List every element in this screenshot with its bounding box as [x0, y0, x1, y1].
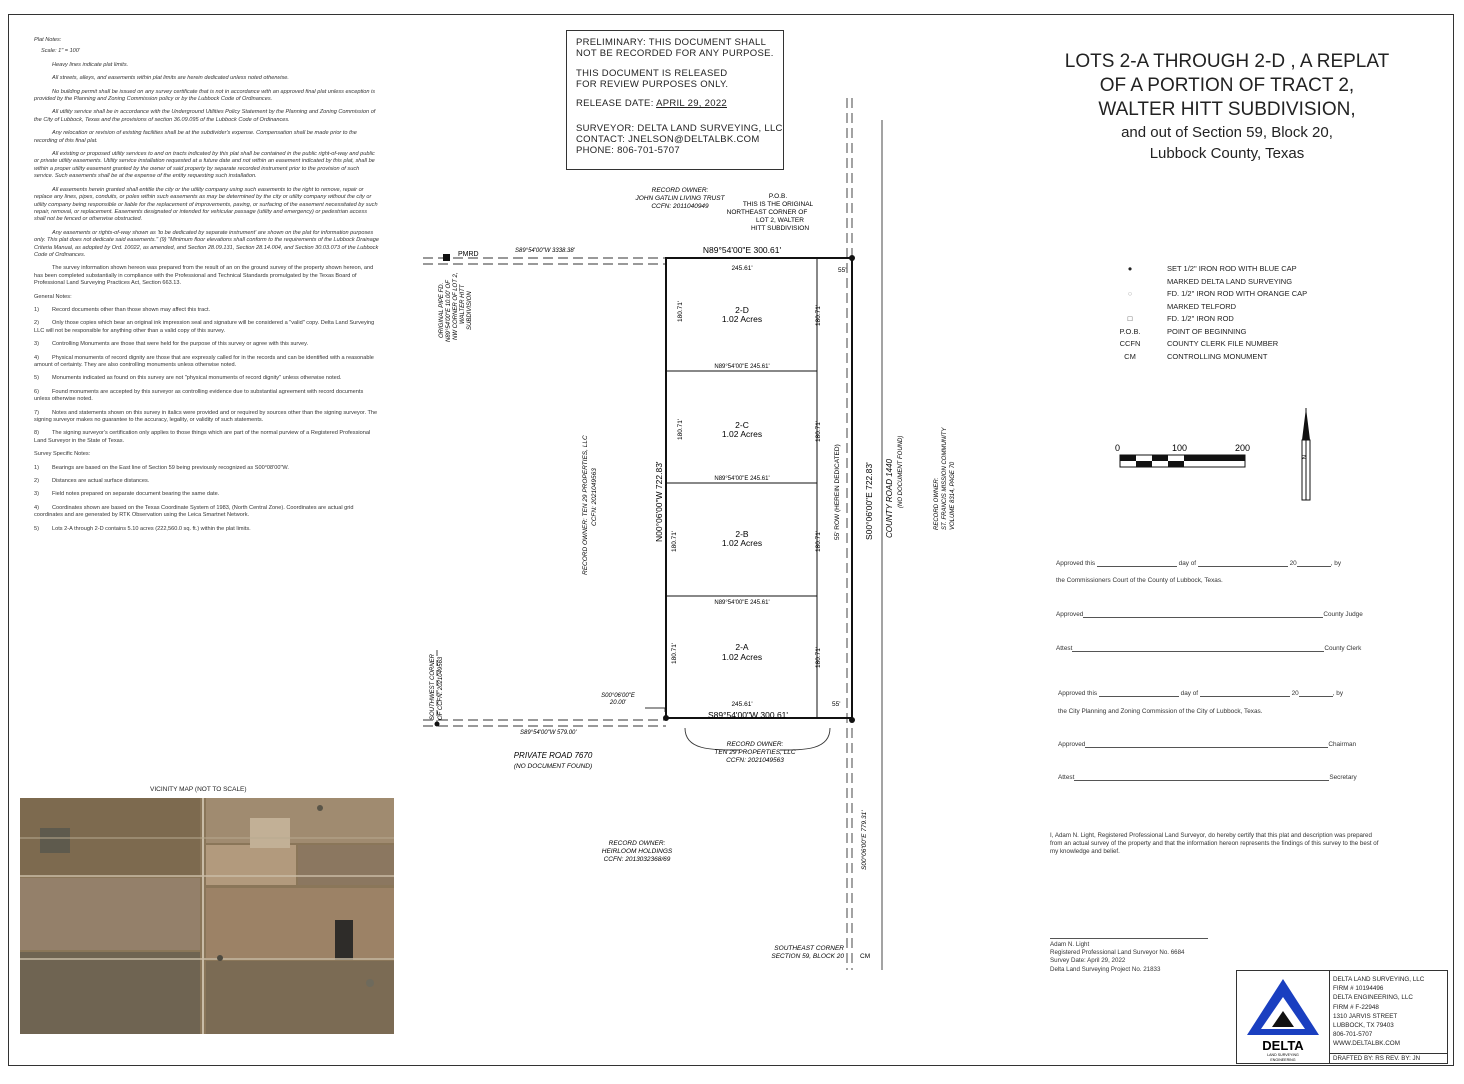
firm-line: WWW.DELTALBK.COM [1333, 1040, 1400, 1048]
lot-name: 2-A [735, 642, 749, 652]
owner-west-line: RECORD OWNER: TEN 29 PROPERTIES, LLC [582, 435, 589, 575]
heirloom-line: RECORD OWNER: [608, 840, 666, 847]
logo-sub2: ENGINEERING [1270, 1058, 1296, 1062]
survey-paragraph: The survey information shown hereon was prepared from the result of an on the ground survey of the property shown hereon, and has been completed substantially in compliance with the Professional and Technical Standards promulgated by the Texas Board of Professional Land Surveying Practices Act, Section 663.13. [34, 265, 374, 287]
no-document-label: (NO DOCUMENT FOUND) [898, 435, 904, 508]
lot-name: 2-C [735, 420, 749, 430]
se-tie-bearing: S00°06'00"E 779.31' [861, 810, 868, 870]
lot-depth: 180.71' [677, 418, 684, 440]
legend-row: MARKED DELTA LAND SURVEYING [1167, 276, 1293, 286]
general-notes-heading: General Notes: [34, 293, 72, 300]
pmrd-label: PMRD [458, 251, 479, 258]
pipe-note: SUBDIVISION [467, 291, 473, 330]
iron-rod-set-icon: ● [1127, 264, 1133, 273]
title-line: OF A PORTION OF TRACT 2, [1099, 75, 1355, 96]
pipe-note: NW CORNER OF LOT 2, [453, 272, 459, 340]
contact-line: CONTACT: JNELSON@DELTALBK.COM [576, 134, 760, 145]
lot-area: 1.02 Acres [721, 314, 763, 324]
cm-label: CM [860, 953, 871, 960]
logo-sub: LAND SURVEYING [1267, 1053, 1299, 1057]
top-offset-bearing: S89°54'00"W 3338.38' [515, 248, 575, 254]
vicinity-map-image [20, 798, 394, 1034]
plat-drawing [410, 90, 970, 970]
firm-line: DELTA LAND SURVEYING, LLC [1333, 976, 1425, 983]
owner-top-line: CCFN: 2011040949 [651, 203, 709, 210]
pob-line: LOT 2, WALTER [756, 217, 804, 224]
owner-west-line: CCFN: 2021049563 [591, 468, 598, 526]
lot-depth: 180.71' [815, 530, 822, 552]
legend-row: ○ FD. 1/2" IRON ROD WITH ORANGE CAP [1115, 288, 1307, 301]
lot-depth: 180.71' [671, 530, 678, 552]
surveyor-certification: I, Adam N. Light, Registered Professional Land Surveyor, do hereby certify that this plat and description was prepared from an actual survey of the property and that the information hereon represents the findings of this survey to the best of my knowledge and belief. [1050, 832, 1379, 855]
title-line: Lubbock County, Texas [1149, 145, 1305, 162]
specific-note: 3) Field notes prepared on separate document bearing the same date. [34, 491, 220, 498]
row-width-top: 55' [838, 267, 847, 274]
logo-text: DELTA [1262, 1038, 1304, 1053]
plat-scale: Scale: 1" = 100' [41, 48, 80, 55]
scale-bar [1110, 400, 1330, 510]
lot-width-bottom: 245.61' [731, 701, 753, 708]
scale-label-0: 0 [1115, 443, 1121, 453]
square-icon: □ [1127, 314, 1133, 323]
signature-line: Survey Date: April 29, 2022 [1050, 957, 1126, 965]
lot-name: 2-B [735, 529, 749, 539]
lot-area: 1.02 Acres [721, 429, 763, 439]
firm-line: LUBBOCK, TX 79403 [1333, 1022, 1394, 1030]
legend [1115, 263, 1307, 363]
plat-title [1040, 50, 1414, 164]
note-paragraph: All utility service shall be in accordance with the Underground Utilities Policy Statement by the Planning and Zoning Commission of the City of Lubbock, Texas and the provisions of section 36.09.095 of the Lubbock Code of Ordinances. [34, 109, 376, 123]
specific-note: 2) Distances are actual surface distances. [34, 478, 150, 485]
firm-info [1333, 975, 1424, 1049]
note-paragraph: All existing or proposed utility services to and on tracts indicated by this plat shall be contained in the public right-of-way and public or private utility easements. Utility service installation requested at a future date and not within an easement indicated by this plat, shall be within a proper utility easement granted by the owner of said property by separate recorded instrument prior to the provision of such service. Such easements shall be at the expense of the entity requesting such installation. [34, 151, 375, 180]
lot-depth: 180.71' [677, 300, 684, 322]
drafted-by: DRAFTED BY: RS REV. BY: JN [1329, 1053, 1447, 1063]
firm-line: DELTA ENGINEERING, LLC [1333, 994, 1413, 1002]
general-note: 6) Found monuments are accepted by this surveyor as controlling evidence due to substantial agreement with record documents unless otherwise noted. [34, 388, 364, 403]
north-line-bearing: N89°54'00"E 300.61' [702, 245, 782, 255]
sw-corner-note: OF CCFN: 2021049563 [438, 656, 444, 720]
scale-label-100: 100 [1172, 443, 1188, 453]
commissioners-approval: Approved this day of 20 , by [1056, 560, 1342, 567]
lot-area: 1.02 Acres [721, 652, 763, 662]
inner-line-bearing: N89°54'00"E 245.61' [714, 476, 770, 482]
lot-depth: 180.71' [671, 642, 678, 664]
prelim-line: THIS DOCUMENT IS RELEASED [576, 68, 728, 79]
pipe-note: WALTER HITT [460, 284, 466, 324]
firm-line: 806-701-5707 [1333, 1031, 1373, 1039]
pipe-note: N89°54'00"E 10.00' OF [446, 280, 452, 342]
release-date: RELEASE DATE: APRIL 29, 2022 [576, 98, 727, 109]
south-line-bearing: S89°54'00"W 300.61' [707, 710, 789, 720]
signature-block [1050, 938, 1208, 974]
planning-approval: Approved this day of 20 , by [1058, 690, 1344, 697]
commissioners-court-text: the Commissioners Court of the County of Lubbock, Texas. [1056, 577, 1223, 584]
lot-depth: 180.71' [815, 304, 822, 326]
legend-row: CCFN COUNTY CLERK FILE NUMBER [1119, 339, 1279, 348]
se-corner-line: SECTION 59, BLOCK 20 [771, 953, 844, 960]
title-block [1236, 970, 1448, 1064]
plat-notes [34, 37, 380, 539]
legend-row: ● SET 1/2" IRON ROD WITH BLUE CAP [1115, 263, 1307, 276]
note-paragraph: All easements herein granted shall entitle the city or the utility company using such easements to the right to remove, repair or replace any lines, pipes, conduits, or poles within such easements as may be determined by the city or utility company without the city or utility company being responsible or liable for the replacement of improvements, paving, or surfacing of the easement necessitated by such repair, removal, or replacement. Easements designated or intended for vehicular passage (utility and emergency) or pedestrian access shall not be fenced or otherwise obstructed. [34, 186, 378, 223]
pob-line: NORTHEAST CORNER OF [726, 209, 808, 216]
owner-east-line: VOLUME 8314, PAGE 70 [950, 461, 956, 530]
owner-east-line: ST. FRANCIS MISSION COMMUNITY [942, 427, 948, 530]
pipe-note: ORIGINAL PIPE FD. [439, 282, 445, 338]
svg-text:N: N [1300, 455, 1306, 460]
scale-label-200: 200 [1235, 443, 1251, 453]
owner-south-line: RECORD OWNER: [726, 741, 784, 748]
owner-south-line: CCFN: 2021049563 [726, 757, 784, 764]
secretary-line: Attest Secretary [1058, 774, 1357, 781]
specific-note: 5) Lots 2-A through 2-D contains 5.10 acres (222,560.0 sq. ft.) within the plat limits. [34, 525, 251, 532]
title-line: and out of Section 59, Block 20, [1121, 124, 1333, 141]
planning-commission-text: the City Planning and Zoning Commission of the City of Lubbock, Texas. [1058, 708, 1263, 715]
specific-note: 4) Coordinates shown are based on the Texas Coordinate System of 1983, (North Central Zone). Coordinates are actual grid coordinates and are generated by RTK Observation using the Leica Smartnet Network. [34, 504, 354, 519]
prelim-line: PRELIMINARY: THIS DOCUMENT SHALL [576, 37, 767, 48]
firm-line: FIRM # 10194496 [1333, 985, 1384, 993]
county-road-label: COUNTY ROAD 1440 [885, 459, 894, 538]
title-line: WALTER HITT SUBDIVISION, [1098, 99, 1356, 120]
note-paragraph: Any relocation or revision of existing facilities shall be at the subdivider's expense. Compensation shall be made prior to the recording of this final plat. [34, 130, 357, 144]
lot-name: 2-D [735, 305, 749, 315]
private-road-label: PRIVATE ROAD 7670 [513, 751, 593, 760]
note-paragraph: Heavy lines indicate plat limits. [52, 61, 129, 68]
general-note: 2) Only those copies which bear an original ink impression seal and signature will be considered a "valid" copy. Delta Land Surveying LLC will not be responsible for anything other than a valid copy of this survey. [34, 320, 375, 334]
legend-row: P.O.B. POINT OF BEGINNING [1119, 326, 1247, 336]
note-paragraph: No building permit shall be issued on any survey certificate that is not in accordance with an approved final plat unless exception is provided by the Planning and Zoning Commission policy or by the Lubbock Code of Ordinances. [34, 88, 376, 103]
general-note: 1) Record documents other than those shown may affect this tract. [34, 306, 211, 313]
vicinity-map-label: VICINITY MAP (NOT TO SCALE) [150, 786, 247, 793]
prelim-line: NOT BE RECORDED FOR ANY PURPOSE. [576, 48, 774, 59]
row-width-bottom: 55' [832, 701, 841, 708]
heirloom-line: CCFN: 2013032368/69 [603, 856, 671, 863]
signature-line: Delta Land Surveying Project No. 21833 [1050, 965, 1161, 973]
signature-line: Registered Professional Land Surveyor No. 6684 [1050, 949, 1185, 957]
title-line: LOTS 2-A THROUGH 2-D , A REPLAT [1064, 51, 1390, 72]
general-note: 5) Monuments indicated as found on this survey are not "physical monuments of record dignity" unless otherwise noted. [34, 375, 342, 382]
lot-depth: 180.71' [815, 420, 822, 442]
pob-line: P.O.B. [768, 193, 788, 200]
north-arrow-icon [1300, 408, 1310, 500]
firm-line: FIRM # F-22948 [1333, 1003, 1379, 1011]
legend-row: MARKED TELFORD [1167, 301, 1237, 311]
specific-note: 1) Bearings are based on the East line of Section 59 being previously recognized as S00°08'00"W. [34, 464, 289, 471]
row-label: 55' ROW (HEREIN DEDICATED) [834, 444, 841, 540]
lot-area: 1.02 Acres [721, 538, 763, 548]
se-corner-line: SOUTHEAST CORNER [774, 945, 844, 952]
delta-logo [1237, 971, 1330, 1063]
chairman-line: Approved Chairman [1058, 741, 1357, 748]
inner-line-bearing: N89°54'00"E 245.61' [714, 600, 770, 606]
east-line-bearing: S00°06'00"E 722.83' [864, 462, 874, 540]
lot-depth: 180.71' [815, 646, 822, 668]
owner-south-line: TEN 29 PROPERTIES, LLC [714, 749, 796, 756]
note-paragraph: All streets, alleys, and easements within plat limits are herein dedicated unless noted otherwise. [52, 75, 289, 82]
general-note: 4) Physical monuments of record dignity are those that are expressly called for in the records and can be identified with a reasonable amount of certainty. They are also controlling monuments unless otherwise noted. [34, 354, 374, 368]
sw-tie: S00°06'00"E [601, 693, 635, 699]
surveyor-line: SURVEYOR: DELTA LAND SURVEYING, LLC [576, 123, 783, 134]
county-clerk-line: Attest County Clerk [1056, 645, 1362, 652]
inner-line-bearing: N89°54'00"E 245.61' [714, 364, 770, 370]
general-note: 7) Notes and statements shown on this survey in italics were provided and or required by sources other than the signing surveyor. The signing surveyor makes no guarantee to the accuracy, legality, or validity of such statements. [34, 409, 378, 424]
private-road-note: (NO DOCUMENT FOUND) [513, 763, 593, 770]
firm-line: 1310 JARVIS STREET [1333, 1012, 1398, 1020]
general-note: 8) The signing surveyor's certification only applies to those things which are part of the normal purview of a Registered Professional Land Surveyor in the State of Texas. [34, 430, 371, 444]
iron-rod-found-icon: ○ [1127, 289, 1133, 298]
legend-row: □ FD. 1/2" IRON ROD [1115, 313, 1307, 326]
note-paragraph: Any easements or rights-of-way shown as 'to be dedicated by separate instrument' are shown on the plat for information purposes only. This plat does not dedicate said easements." (9) "Minimum floor elevations shall conform to the requirements of the Lubbock Drainage Criteria Manual, as adopted by Ord. 10022, as amended, and Section 28.09.131, Section 28.14.004, and Section 30.03.073 of the Lubbock Code of Ordinances. [34, 229, 379, 258]
bottom-offset-bearing: S89°54'00"W 579.00' [520, 730, 577, 736]
general-note: 3) Controlling Monuments are those that were held for the purpose of this survey or agree with this survey. [34, 341, 309, 348]
owner-top-line: JOHN GATLIN LIVING TRUST [635, 195, 725, 202]
legend-row: CM CONTROLLING MONUMENT [1124, 351, 1268, 361]
lot-width-top: 245.61' [731, 265, 753, 272]
specific-notes-heading: Survey Specific Notes: [34, 451, 91, 458]
sw-corner-note: SOUTHWEST CORNER [430, 654, 436, 720]
plat-notes-heading: Plat Notes: [34, 37, 62, 43]
owner-east-line: RECORD OWNER: [934, 477, 940, 530]
owner-top-line: RECORD OWNER: [651, 187, 709, 194]
phone-line: PHONE: 806-701-5707 [576, 145, 680, 156]
prelim-line: FOR REVIEW PURPOSES ONLY. [576, 79, 729, 90]
signature-line: Adam N. Light [1050, 941, 1090, 948]
county-judge-line: Approved County Judge [1056, 611, 1363, 618]
pob-line: THIS IS THE ORIGINAL [742, 201, 814, 208]
west-line-bearing: N00°06'00"W 722.83' [654, 461, 664, 542]
heirloom-line: HEIRLOOM HOLDINGS [601, 848, 673, 855]
sw-tie: 20.00' [609, 700, 627, 706]
pob-line: HITT SUBDIVISION [750, 225, 810, 232]
